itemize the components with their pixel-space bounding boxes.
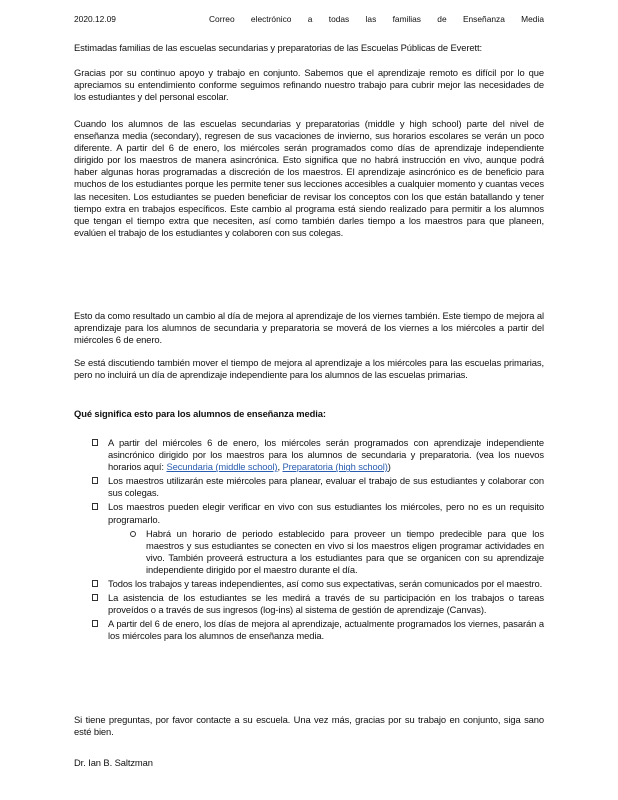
high-school-schedule-link[interactable]: Preparatoria (high school) bbox=[282, 461, 388, 473]
link-separator: , bbox=[277, 461, 280, 473]
link-close-paren: ) bbox=[387, 461, 391, 473]
checkbox-bullet-icon bbox=[92, 580, 98, 587]
list-item-text: A partir del miércoles 6 de enero, los miércoles serán programados con aprendizaje independiente asincrónico dirigido por los maestros para los alumnos de secundaria y preparatoria. (vea los nuevos horarios aquí: bbox=[108, 437, 544, 473]
middle-school-schedule-link[interactable]: Secundaria (middle school) bbox=[166, 461, 278, 473]
header-subject: Correo electrónico a todas las familias de Enseñanza Media bbox=[209, 14, 544, 24]
paragraph-schedule-change: Cuando los alumnos de las escuelas secundarias y preparatorias (middle y high school) parte del nivel de enseñanza media (secondary), regresen de sus vacaciones de invierno, sus horarios escolares se verán un poco diferente. A partir del 6 de enero, los miércoles serán programados como días de aprendizaje independiente dirigido por los maestros de manera asincrónica. Esto significa que no habrá instrucción en vivo, aunque podrá haber algunas horas programadas a discreción de los maestros. El aprendizaje asincrónico es de beneficio para muchos de los estudiantes porque les permite tener sus lecciones accesibles a cualquier momento y cuantas veces las necesiten. Los estudiantes se pueden beneficiar de revisar los conceptos con los que están batallando y tener tiempo extra en trabajos específicos. Este cambio al programa está siendo realizado para permitir a los alumnos que tengan el tiempo extra que necesiten, así como también darles tiempo a los maestros para que planeen, evalúen el trabajo de los estudiantes y colaboren con sus colegas. bbox=[74, 118, 544, 238]
bullet-list bbox=[92, 437, 544, 644]
sub-list-item bbox=[130, 528, 544, 576]
checkbox-bullet-icon bbox=[92, 477, 98, 484]
paragraph-elementary: Se está discutiendo también mover el tiempo de mejora al aprendizaje a los miércoles para las escuelas primarias, pero no incluirá un día de aprendizaje independiente para los alumnos de las escuelas primarias. bbox=[74, 357, 544, 381]
signature: Dr. Ian B. Saltzman bbox=[74, 757, 153, 768]
list-item bbox=[92, 618, 544, 642]
closing-paragraph: Si tiene preguntas, por favor contacte a su escuela. Una vez más, gracias por su trabajo en conjunto, siga sano esté bien. bbox=[74, 714, 544, 738]
list-item-text: Los maestros pueden elegir verificar en vivo con sus estudiantes los miércoles, pero no es un requisito programarlo. bbox=[108, 501, 544, 525]
checkbox-bullet-icon bbox=[92, 439, 98, 446]
list-item bbox=[92, 501, 544, 576]
paragraph-learning-day: Esto da como resultado un cambio al día de mejora al aprendizaje de los viernes también. Este tiempo de mejora al aprendizaje para los alumnos de secundaria y preparatoria se moverá de los viernes a los miércoles a partir del miércoles 6 de enero. bbox=[74, 310, 544, 346]
greeting: Estimadas familias de las escuelas secundarias y preparatorias de las Escuelas Públicas de Everett: bbox=[74, 42, 483, 53]
list-item-text: La asistencia de los estudiantes se les medirá a través de su participación en los trabajos o tareas proveídos o a través de sus ingresos (log-ins) al sistema de gestión de aprendizaje (Canvas). bbox=[108, 592, 544, 616]
sub-list-item-text: Habrá un horario de periodo establecido para proveer un tiempo predecible para que los maestros y sus estudiantes se conecten en vivo si los maestros eligen programar actividades en vivo. También proveerá estructura a los estudiantes para que se organicen con su aprendizaje independiente dirigido por el maestro durante el día. bbox=[146, 527, 544, 575]
checkbox-bullet-icon bbox=[92, 503, 98, 510]
intro-paragraph: Gracias por su continuo apoyo y trabajo en conjunto. Sabemos que el aprendizaje remoto es difícil por lo que apreciamos su entendimiento conforme seguimos refinando nuestro trabajo para cubrir mejor las necesidades de los estudiantes y del personal escolar. bbox=[74, 67, 544, 103]
list-item-text: Los maestros utilizarán este miércoles para planear, evaluar el trabajo de sus estudiantes y colaborar con sus colegas. bbox=[108, 475, 544, 499]
list-item-text: A partir del 6 de enero, los días de mejora al aprendizaje, actualmente programados los viernes, pasarán a los miércoles para los alumnos de enseñanza media. bbox=[108, 618, 544, 642]
list-item bbox=[92, 475, 544, 499]
checkbox-bullet-icon bbox=[92, 620, 98, 627]
list-item bbox=[92, 592, 544, 616]
list-item bbox=[92, 437, 544, 473]
document-header bbox=[74, 14, 544, 24]
circle-bullet-icon bbox=[130, 531, 136, 537]
list-item-text: Todos los trabajos y tareas independientes, así como sus expectativas, serán comunicados por el maestro. bbox=[108, 578, 543, 590]
section-heading: Qué significa esto para los alumnos de enseñanza media: bbox=[74, 408, 326, 419]
checkbox-bullet-icon bbox=[92, 594, 98, 601]
header-date: 2020.12.09 bbox=[74, 14, 116, 24]
list-item bbox=[92, 578, 544, 590]
